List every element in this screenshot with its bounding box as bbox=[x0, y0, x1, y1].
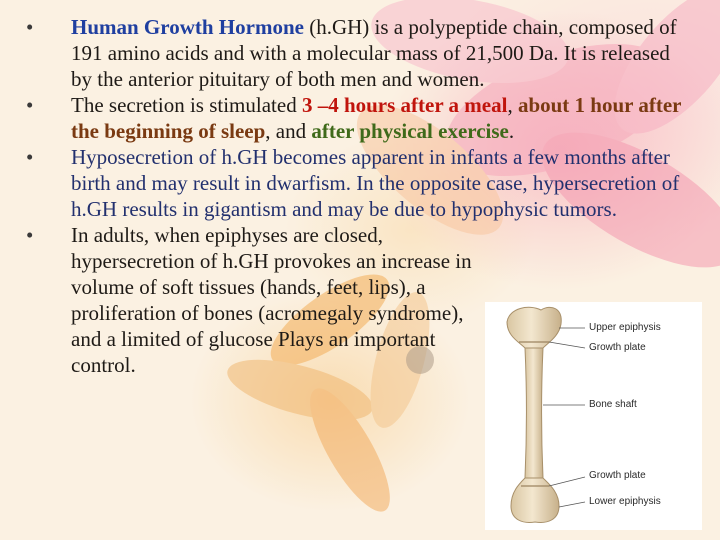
bullet-text: The secretion is stimulated bbox=[71, 93, 302, 117]
label-growth-plate-bottom: Growth plate bbox=[589, 470, 646, 481]
leader-line bbox=[549, 342, 585, 348]
bone-diagram bbox=[485, 302, 702, 530]
highlight-after-exercise: after physical exercise bbox=[311, 119, 509, 143]
bullet-text: , bbox=[507, 93, 518, 117]
leader-line bbox=[559, 502, 585, 507]
term-human-growth-hormone: Human Growth Hormone bbox=[71, 15, 304, 39]
label-bone-shaft: Bone shaft bbox=[589, 399, 637, 410]
leader-line bbox=[549, 477, 585, 486]
bullet-item-adults bbox=[26, 222, 491, 378]
bullet-item-secretion bbox=[26, 92, 686, 144]
label-lower-epiphysis: Lower epiphysis bbox=[589, 496, 661, 507]
highlight-after-meal: 3 –4 hours after a meal bbox=[301, 93, 508, 117]
bullet-text: , and bbox=[265, 119, 312, 143]
bullet-item-hgh bbox=[26, 14, 686, 92]
label-growth-plate-top: Growth plate bbox=[589, 342, 646, 353]
bullet-item-hyposecretion bbox=[26, 144, 686, 222]
bullet-text: (h.GH) is a polypeptide chain, composed of 191 amino acids and with a molecular mass of 21,500 Da. It is released by the anterior pituitary of both men and women. bbox=[71, 15, 677, 91]
bullet-text: Hyposecretion of h.GH becomes apparent in infants a few months after birth and may result in dwarfism. In the opposite case, hypersecretion of h.GH results in gigantism and may be due to hypophysic tumors. bbox=[71, 145, 680, 221]
highlight-after-sleep: about 1 hour after the beginning of sleep bbox=[71, 93, 682, 143]
label-upper-epiphysis: Upper epiphysis bbox=[589, 322, 661, 333]
bullet-text: . bbox=[508, 119, 515, 143]
bullet-text: In adults, when epiphyses are closed, hypersecretion of h.GH provokes an increase in volume of soft tissues (hands, feet, lips), a proliferation of bones (acromegaly syndrome), and a limited of glucose Plays an important control. bbox=[71, 223, 472, 377]
